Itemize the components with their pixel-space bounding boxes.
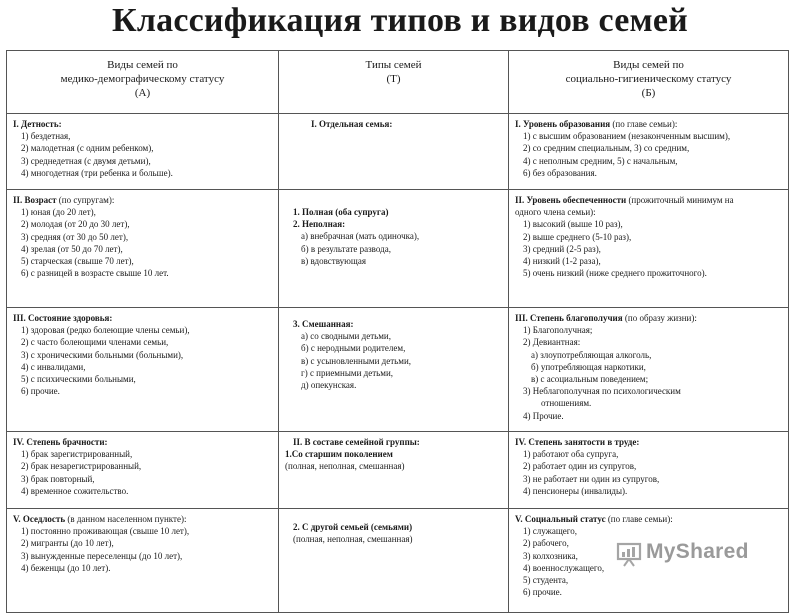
header-col-a: Виды семей по медико-демографическому статусу (А) — [7, 51, 279, 114]
cell-b: II. Уровень обеспеченности (прожиточный минимум на одного члена семьи): 1) высокий (выше 10 раз), 2) выше среднего (5-10 раз), 3) средний (2-5 раз), 4) низкий (1-2 раза), 5) очень низкий (ниже среднего прожиточного). — [509, 190, 789, 308]
page-title: Классификация типов и видов семей — [112, 2, 688, 39]
cell-t: 2. С другой семьей (семьями) (полная, неполная, смешанная) — [279, 509, 509, 613]
cell-a: I. Детность: 1) бездетная, 2) малодетная (с одним ребенком), 3) среднедетная (с двумя детьми), 4) многодетная (три ребенка и больше). — [7, 114, 279, 190]
header-row — [7, 51, 789, 114]
cell-t: I. Отдельная семья: — [279, 114, 509, 190]
header-col-b: Виды семей по социально-гигиеническому статусу (Б) — [509, 51, 789, 114]
header-col-t: Типы семей (Т) — [279, 51, 509, 114]
cell-t: 1. Полная (оба супруга) 2. Неполная: а) внебрачная (мать одиночка), б) в результате развода, в) вдовствующая — [279, 190, 509, 308]
cell-b: IV. Степень занятости в труде: 1) работают оба супруга, 2) работает один из супругов, 3) не работает ни один из супругов, 4) пенсионеры (инвалиды). — [509, 432, 789, 509]
cell-b: I. Уровень образования (по главе семьи): 1) с высшим образованием (незаконченным высшим), 2) со средним специальным, 3) со средним, 4) с неполным средним, 5) с начальным, 6) без образования. — [509, 114, 789, 190]
table-row — [7, 432, 789, 509]
cell-t: II. В составе семейной группы: 1.Со старшим поколением (полная, неполная, смешанная) — [279, 432, 509, 509]
classification-table — [6, 50, 789, 613]
table-row — [7, 308, 789, 432]
cell-t: 3. Смешанная: а) со сводными детьми, б) с неродными родителем, в) с усыновленными детьми, г) с приемными детьми, д) опекунская. — [279, 308, 509, 432]
cell-b: V. Социальный статус (по главе семьи): 1) служащего, 2) рабочего, 3) колхозника, 4) военнослужащего, 5) студента, 6) прочие. — [509, 509, 789, 613]
presentation-board-icon — [616, 541, 642, 567]
cell-b: III. Степень благополучия (по образу жизни): 1) Благополучная; 2) Девиантная: а) злоупотребляющая алкоголь, б) употребляющая наркотики, в) с асоциальным поведением; 3) Неблагополучная по психологическим отношениям. 4) Прочие. — [509, 308, 789, 432]
table-row — [7, 190, 789, 308]
cell-a: V. Оседлость (в данном населенном пункте): 1) постоянно проживающая (свыше 10 лет), 2) мигранты (до 10 лет), 3) вынужденные переселенцы (до 10 лет), 4) беженцы (до 10 лет). — [7, 509, 279, 613]
myshared-watermark — [616, 539, 766, 569]
cell-a: III. Состояние здоровья: 1) здоровая (редко болеющие члены семьи), 2) с часто болеющими членами семьи, 3) с хроническими больными (больными), 4) с инвалидами, 5) с психическими больными, 6) прочие. — [7, 308, 279, 432]
cell-a: IV. Степень брачности: 1) брак зарегистрированный, 2) брак незарегистрированный, 3) брак повторный, 4) временное сожительство. — [7, 432, 279, 509]
table-row — [7, 114, 789, 190]
cell-a: II. Возраст (по супругам): 1) юная (до 20 лет), 2) молодая (от 20 до 30 лет), 3) средняя (от 30 до 50 лет), 4) зрелая (от 50 до 70 лет), 5) старческая (свыше 70 лет), 6) с разницей в возрасте свыше 10 лет. — [7, 190, 279, 308]
watermark-text: MyShared — [646, 540, 749, 563]
